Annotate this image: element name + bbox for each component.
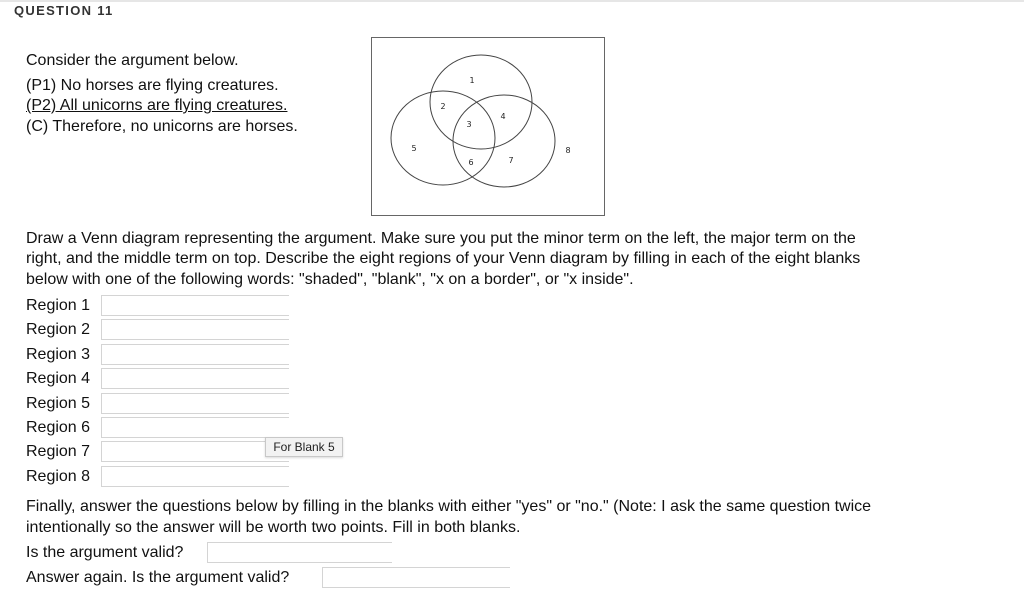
region-5-input[interactable] [101,393,289,414]
region-4-label: Region 4 [26,370,91,388]
region-1-input[interactable] [101,295,289,316]
premise-2: (P2) All unicorns are flying creatures. [26,97,288,114]
venn-label-1: 1 [469,76,475,85]
venn-label-4: 4 [500,112,506,121]
instructions-line-2: right, and the middle term on top. Describe the eight regions of your Venn diagram by filling in each of the eight blanks [26,250,861,267]
argument-intro: Consider the argument below. [26,52,239,69]
region-2-label: Region 2 [26,321,91,339]
instructions-line-3: below with one of the following words: "shaded", "blank", "x on a border", or "x inside". [26,271,634,288]
region-3-input[interactable] [101,344,289,365]
venn-diagram [371,37,606,217]
region-7-label: Region 7 [26,443,91,461]
premise-1: (P1) No horses are flying creatures. [26,77,279,94]
top-divider [0,0,1024,2]
question-title: QUESTION 11 [14,3,114,18]
validity-question-1-label: Is the argument valid? [26,544,184,561]
region-3-label: Region 3 [26,345,91,363]
region-2-input[interactable] [101,319,289,340]
instructions-line-1: Draw a Venn diagram representing the argument. Make sure you put the minor term on the left, the major term on the [26,230,856,247]
venn-frame [372,38,605,216]
final-instructions-line-1: Finally, answer the questions below by filling in the blanks with either "yes" or "no." (Note: I ask the same question twice [26,498,872,515]
validity-answer-2-input[interactable] [322,567,510,588]
tooltip: For Blank 5 [265,437,343,457]
region-8-input[interactable] [101,466,289,487]
venn-label-8: 8 [565,146,571,155]
final-instructions-line-2: intentionally so the answer will be worth two points. Fill in both blanks. [26,519,521,536]
region-4-input[interactable] [101,368,289,389]
venn-label-7: 7 [508,156,514,165]
region-8-label: Region 8 [26,467,91,485]
venn-label-6: 6 [468,158,474,167]
region-7-input[interactable] [101,441,289,462]
venn-label-5: 5 [411,144,417,153]
validity-answer-1-input[interactable] [207,542,392,563]
region-6-input[interactable] [101,417,289,438]
validity-question-2-label: Answer again. Is the argument valid? [26,569,290,586]
region-5-label: Region 5 [26,394,91,412]
venn-label-2: 2 [440,102,446,111]
region-6-label: Region 6 [26,419,91,436]
venn-label-3: 3 [466,120,472,129]
conclusion: (C) Therefore, no unicorns are horses. [26,118,298,135]
region-1-label: Region 1 [26,297,91,314]
